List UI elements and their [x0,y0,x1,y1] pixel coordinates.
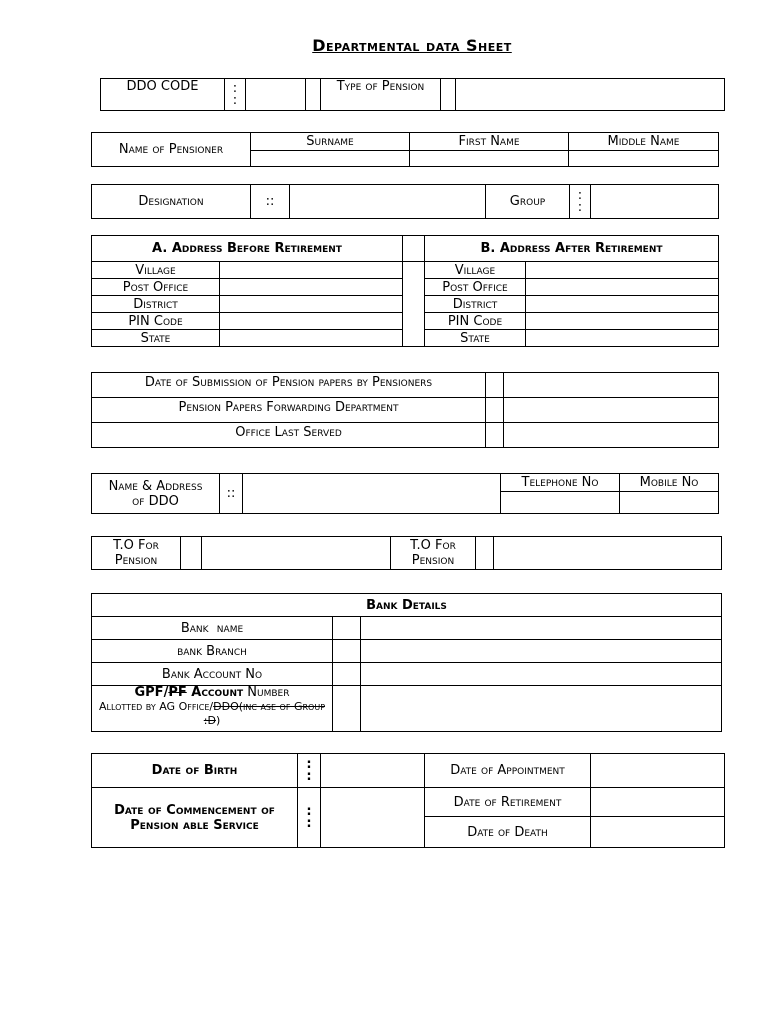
date-of-appointment-label: Date of Appointment [425,754,591,788]
pin-code-after-field[interactable] [526,313,719,330]
post-office-after-field[interactable] [526,279,719,296]
bank-account-field[interactable] [361,663,722,686]
ddo-address-colon: :: [220,474,243,514]
spacer-cell [486,373,504,398]
ddo-code-colon: : : [225,79,246,111]
to-pension-table [91,536,722,570]
telephone-label: Telephone No [501,474,620,492]
spacer-cell [403,262,425,347]
date-of-appointment-field[interactable] [591,754,725,788]
bank-account-label: Bank Account No [92,663,333,686]
forwarding-department-field[interactable] [504,398,719,423]
bank-branch-field[interactable] [361,640,722,663]
date-of-birth-field[interactable] [321,754,425,788]
post-office-label: Post Office [425,279,526,296]
middle-name-label: Middle Name [569,133,719,151]
mobile-field[interactable] [620,492,719,514]
group-colon: : : [570,185,591,219]
district-label: District [92,296,220,313]
office-last-served-field[interactable] [504,423,719,448]
bank-name-field[interactable] [361,617,722,640]
spacer-cell [441,79,456,111]
date-of-birth-colon: : : [298,754,321,788]
commencement-field[interactable] [321,788,425,848]
page-title: Departmental data Sheet [312,36,512,55]
ddo-code-label: DDO CODE [101,79,225,111]
date-of-birth-label: Date of Birth [92,754,298,788]
spacer-cell [333,640,361,663]
spacer-cell [333,617,361,640]
first-name-label: First Name [410,133,569,151]
designation-colon: :: [251,185,290,219]
spacer-cell [486,423,504,448]
spacer-cell [486,398,504,423]
district-before-field[interactable] [220,296,403,313]
pin-code-before-field[interactable] [220,313,403,330]
middle-name-field[interactable] [569,151,719,167]
address-table [91,235,719,347]
bank-branch-label: bank Branch [92,640,333,663]
state-label: State [425,330,526,347]
group-label: Group [486,185,570,219]
district-label: District [425,296,526,313]
group-field[interactable] [591,185,719,219]
state-label: State [92,330,220,347]
type-of-pension-label: Type of Pension [321,79,441,111]
name-of-pensioner-label: Name of Pensioner [92,133,251,167]
village-before-field[interactable] [220,262,403,279]
to-pension-label: T.O For Pension [92,537,181,570]
spacer-cell [333,686,361,732]
bank-details-heading: Bank Details [92,594,722,617]
spacer-cell [306,79,321,111]
pin-code-label: PIN Code [92,313,220,330]
spacer-cell [403,236,425,262]
telephone-field[interactable] [501,492,620,514]
village-label: Village [425,262,526,279]
office-last-served-label: Office Last Served [92,423,486,448]
date-of-retirement-label: Date of Retirement [425,788,591,817]
commencement-colon: : : [298,788,321,848]
forwarding-department-label: Pension Papers Forwarding Department [92,398,486,423]
bank-name-label: Bank name [92,617,333,640]
to-pension-field[interactable] [202,537,391,570]
date-of-death-field[interactable] [591,817,725,848]
commencement-label: Date of Commencement of Pension able Service [92,788,298,848]
submission-date-label: Date of Submission of Pension papers by Pensioners [92,373,486,398]
designation-label: Designation [92,185,251,219]
ddo-code-field[interactable] [246,79,306,111]
designation-field[interactable] [290,185,486,219]
district-after-field[interactable] [526,296,719,313]
post-office-label: Post Office [92,279,220,296]
gpf-account-label: GPF/PF Account Number Allotted by AG Office/DDO(inc ase of Group :D) [92,686,333,732]
ddo-address-field[interactable] [243,474,501,514]
pin-code-label: PIN Code [425,313,526,330]
first-name-field[interactable] [410,151,569,167]
post-office-before-field[interactable] [220,279,403,296]
bank-details-table [91,593,722,732]
ddo-name-address-label: Name & Address of DDO [92,474,220,514]
spacer-cell [333,663,361,686]
designation-table [91,184,719,219]
date-of-retirement-field[interactable] [591,788,725,817]
address-before-heading: A. Address Before Retirement [92,236,403,262]
spacer-cell [476,537,494,570]
type-of-pension-field[interactable] [456,79,725,111]
pensioner-name-table [91,132,719,167]
to-pension-field[interactable] [494,537,722,570]
date-of-death-label: Date of Death [425,817,591,848]
village-label: Village [92,262,220,279]
submission-table [91,372,719,448]
spacer-cell [181,537,202,570]
address-after-heading: B. Address After Retirement [425,236,719,262]
mobile-label: Mobile No [620,474,719,492]
ddo-address-table [91,473,719,514]
ddo-code-table [100,78,725,111]
gpf-account-field[interactable] [361,686,722,732]
surname-field[interactable] [251,151,410,167]
state-after-field[interactable] [526,330,719,347]
to-pension-label: T.O For Pension [391,537,476,570]
submission-date-field[interactable] [504,373,719,398]
dates-table [91,753,725,848]
village-after-field[interactable] [526,262,719,279]
state-before-field[interactable] [220,330,403,347]
surname-label: Surname [251,133,410,151]
